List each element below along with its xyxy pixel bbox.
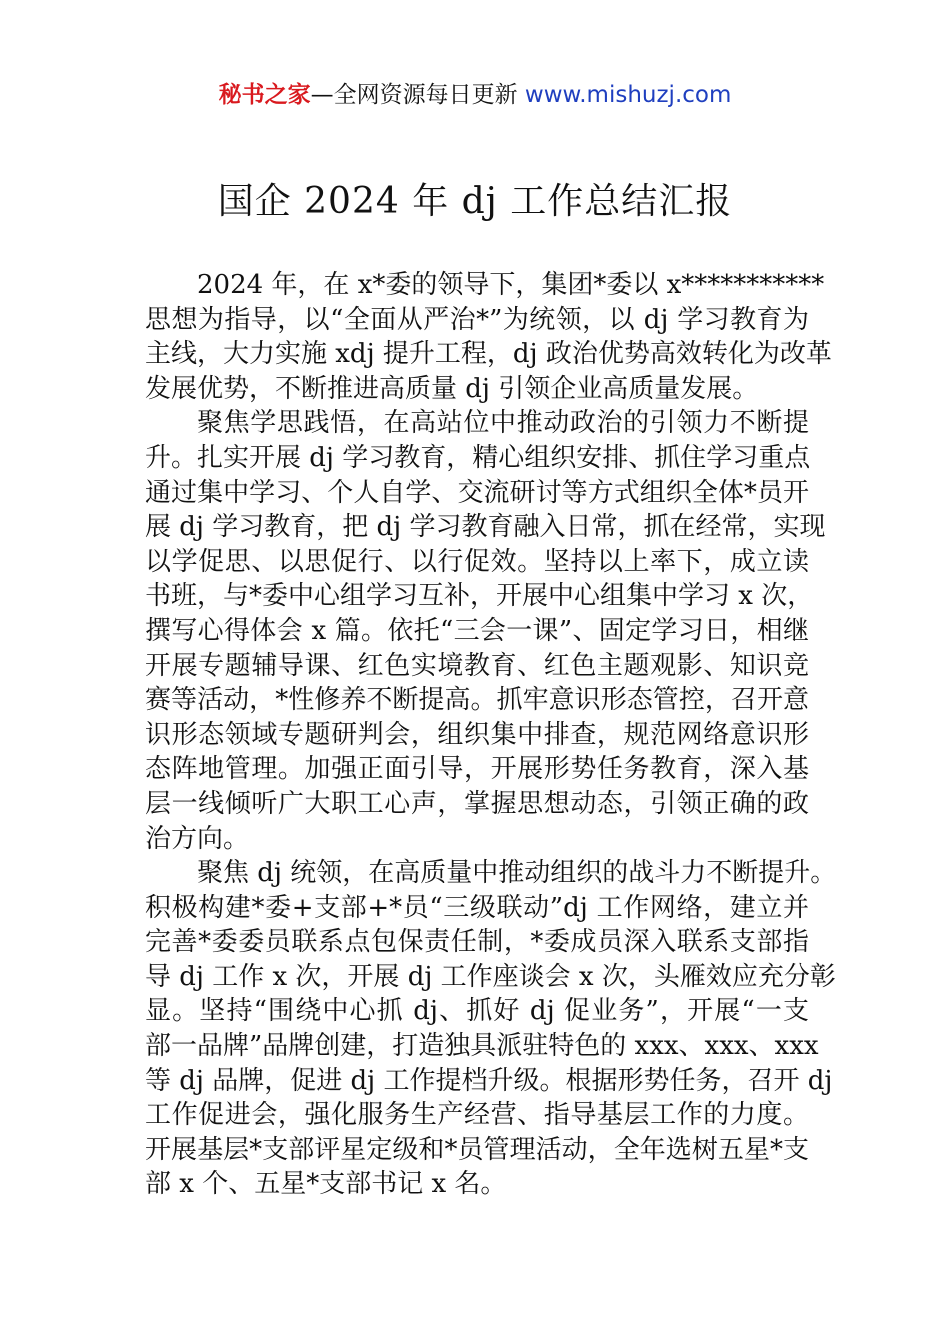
- site-url-link[interactable]: www.mishuzj.com: [524, 82, 732, 108]
- text-line: 识形态领域专题研判会，组织集中排查，规范网络意识形: [145, 719, 809, 750]
- paragraph-political-leadership: [145, 406, 826, 856]
- text-line: 聚焦学思践悟，在高站位中推动政治的引领力不断提: [197, 408, 809, 439]
- text-line: 主线，大力实施 xdj 提升工程，dj 政治优势高效转化为改革: [145, 339, 832, 370]
- paragraph-intro: [145, 268, 832, 406]
- text-line: 撰写心得体会 x 篇。依托“三会一课”、固定学习日，相继: [145, 615, 809, 646]
- text-line: 等 dj 品牌，促进 dj 工作提档升级。根据形势任务，召开 dj: [145, 1065, 833, 1096]
- text-line: 展 dj 学习教育，把 dj 学习教育融入日常，抓在经常，实现: [145, 512, 826, 543]
- text-line: 开展基层*支部评星定级和*员管理活动，全年选树五星*支: [145, 1134, 809, 1165]
- text-line: 导 dj 工作 x 次，开展 dj 工作座谈会 x 次，头雁效应充分彰: [145, 961, 836, 992]
- text-line: 态阵地管理。加强正面引导，开展形势任务教育，深入基: [145, 754, 809, 785]
- text-line: 工作促进会，强化服务生产经营、指导基层工作的力度。: [145, 1100, 809, 1131]
- text-line: 2024 年，在 x*委的领导下，集团*委以 x***********: [197, 270, 825, 300]
- document-title: 国企 2024 年 dj 工作总结汇报: [217, 181, 733, 222]
- text-line: 赛等活动，*性修养不断提高。抓牢意识形态管控，召开意: [145, 685, 809, 716]
- text-line: 通过集中学习、个人自学、交流研讨等方式组织全体*员开: [145, 477, 809, 508]
- text-line: 部 x 个、五星*支部书记 x 名。: [145, 1169, 507, 1200]
- text-line: 完善*委委员联系点包保责任制，*委成员深入联系支部指: [145, 927, 809, 958]
- site-brand: 秘书之家: [218, 82, 311, 108]
- text-line: 思想为指导，以“全面从严治*”为统领，以 dj 学习教育为: [145, 304, 809, 335]
- text-line: 聚焦 dj 统领，在高质量中推动组织的战斗力不断提升。: [197, 858, 837, 889]
- site-tagline: —全网资源每日更新: [310, 82, 525, 108]
- text-line: 书班，与*委中心组学习互补，开展中心组集中学习 x 次，: [145, 581, 814, 612]
- text-line: 显。坚持“围绕中心抓 dj、抓好 dj 促业务”，开展“一支: [145, 996, 809, 1027]
- text-line: 开展专题辅导课、红色实境教育、红色主题观影、知识竞: [145, 650, 809, 681]
- text-line: 发展优势，不断推进高质量 dj 引领企业高质量发展。: [145, 373, 759, 404]
- text-line: 层一线倾听广大职工心声，掌握思想动态，引领正确的政: [145, 788, 809, 819]
- document-body: [145, 268, 837, 1202]
- text-line: 积极构建*委+支部+*员“三级联动”dj 工作网络，建立并: [145, 892, 809, 923]
- text-line: 治方向。: [145, 823, 250, 854]
- paragraph-organization: [145, 856, 837, 1202]
- text-line: 部一品牌”品牌创建，打造独具派驻特色的 xxx、xxx、xxx: [145, 1031, 819, 1062]
- site-header: [0, 78, 950, 112]
- text-line: 以学促思、以思促行、以行促效。坚持以上率下，成立读: [145, 546, 809, 577]
- text-line: 升。扎实开展 dj 学习教育，精心组织安排、抓住学习重点: [145, 442, 811, 473]
